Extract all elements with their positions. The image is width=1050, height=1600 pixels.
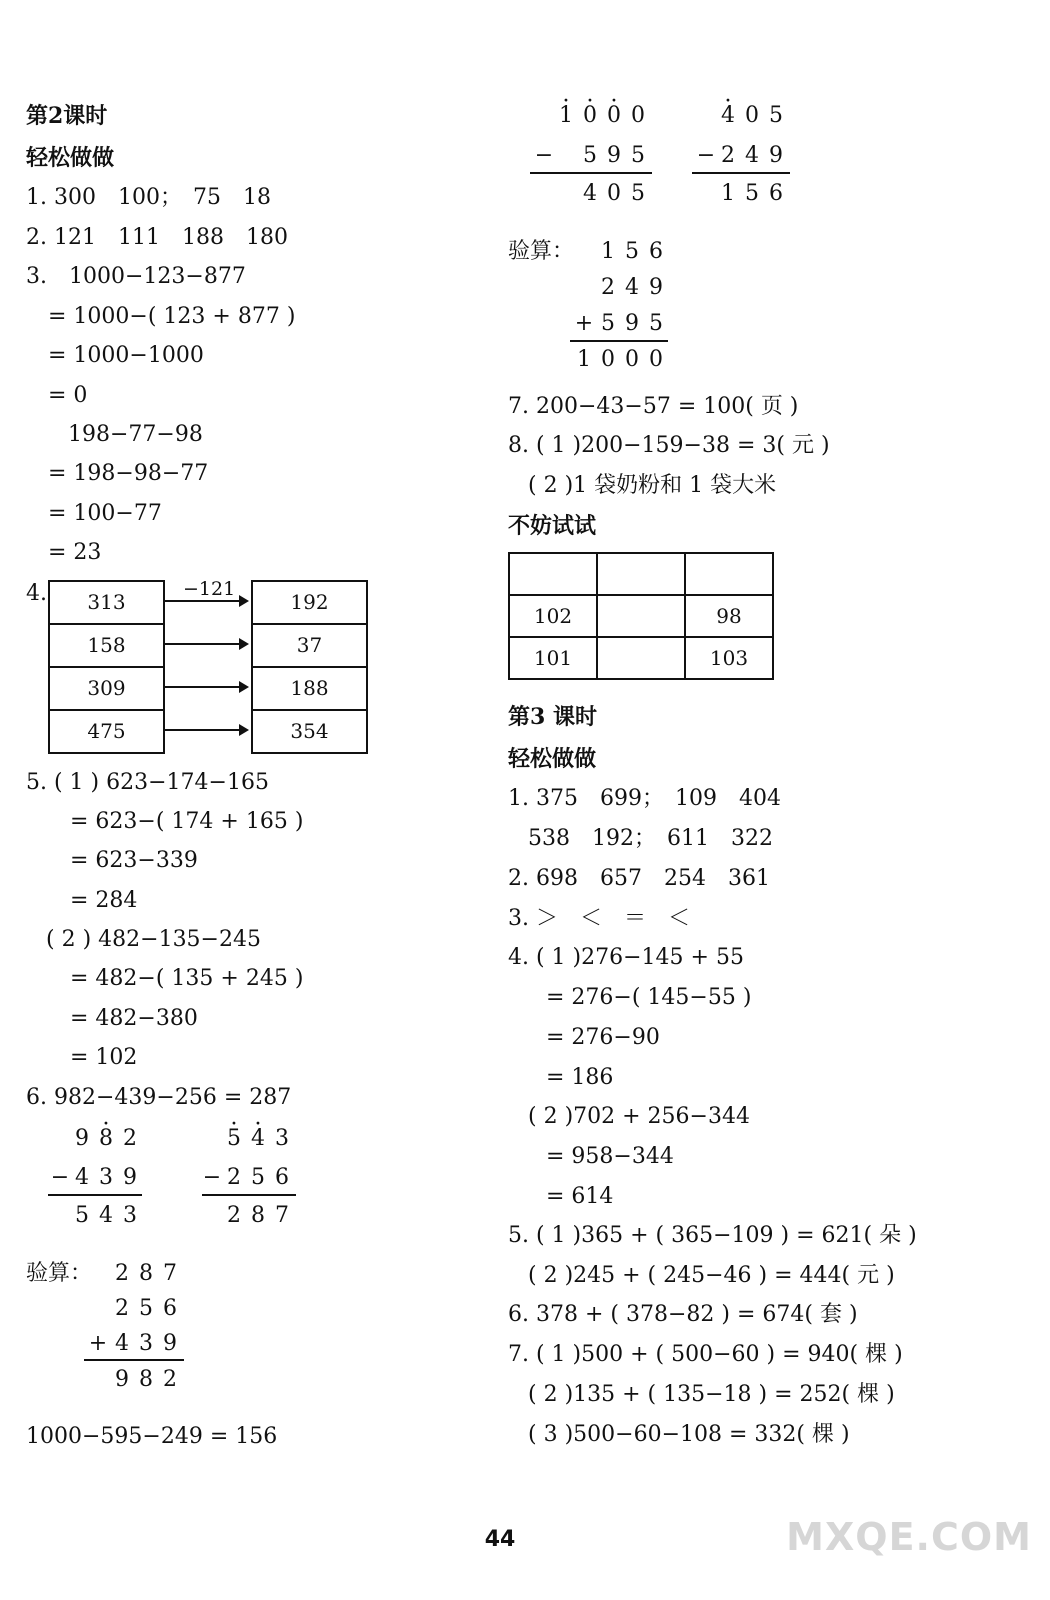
digit: 2 (163, 1367, 177, 1392)
answer-line: 5. ( 1 )365 + ( 365−109 ) = 621( 朵 ) (508, 1223, 917, 1248)
answer-line: 6. 982−439−256 = 287 (26, 1085, 292, 1110)
sum-line (530, 172, 652, 174)
digit: 5 (75, 1203, 89, 1228)
digit: · 4 (248, 1125, 268, 1153)
answer-line: 198−77−98 (68, 422, 203, 447)
box-cell: 192 (253, 582, 366, 625)
digit: − (696, 143, 716, 168)
digit: 8 (139, 1367, 153, 1392)
digit: 0 (631, 103, 645, 128)
section-heading: 轻松做做 (508, 746, 597, 772)
answer-line: = 100−77 (48, 501, 162, 526)
arrow-icon (165, 643, 247, 645)
digit: 5 (769, 103, 783, 128)
digit: 2 (123, 1126, 137, 1151)
answer-line: 7. ( 1 )500 + ( 500−60 ) = 940( 棵 ) (508, 1342, 903, 1367)
digit: 5 (631, 181, 645, 206)
arrow-icon (165, 686, 247, 688)
answer-line: = 482−( 135 + 245 ) (70, 966, 304, 991)
box-cell: 309 (50, 668, 163, 711)
verify-label: 验算： (508, 239, 575, 264)
box-cell: 475 (87, 719, 126, 743)
digit: 7 (275, 1203, 289, 1228)
watermark: MXQE.COM (786, 1515, 1032, 1559)
digit: 3 (99, 1165, 113, 1190)
box-cell: 188 (253, 668, 366, 711)
answer-line: 2. 698 657 254 361 (508, 866, 770, 891)
answer-grid (508, 552, 774, 680)
digit: 0 (625, 347, 639, 372)
grid-cell: 101 (509, 637, 597, 679)
digit: 8 (251, 1203, 265, 1228)
answer-line: ( 3 )500−60−108 = 332( 棵 ) (528, 1422, 850, 1447)
answer-line: 5. ( 1 ) 623−174−165 (26, 770, 269, 795)
operation-label: −121 (183, 578, 236, 600)
digit: 9 (625, 311, 639, 336)
answer-line: = 276−90 (546, 1025, 660, 1050)
digit: 5 (625, 239, 639, 264)
digit: 5 (583, 143, 597, 168)
box-cell: 354 (290, 719, 329, 743)
digit: · 1 (556, 102, 576, 130)
grid-cell (597, 637, 685, 679)
lesson-title: 第2课时 (26, 103, 108, 129)
digit: − (202, 1165, 222, 1190)
answer-line: ( 2 ) 482−135−245 (46, 927, 261, 952)
question-number: 4. (26, 581, 47, 606)
answer-line: 1000−595−249 = 156 (26, 1424, 278, 1449)
digit: 3 (139, 1331, 153, 1356)
answer-line: 1. 300 100； 75 18 (26, 185, 271, 210)
digit: 8 (139, 1261, 153, 1286)
digit: 0 (745, 103, 759, 128)
digit: 6 (275, 1165, 289, 1190)
digit: 5 (649, 311, 663, 336)
digit: · 5 (224, 1125, 244, 1153)
digit: 0 (649, 347, 663, 372)
digit: 6 (163, 1296, 177, 1321)
digit: 1 (601, 239, 615, 264)
digit: 1 (721, 181, 735, 206)
input-box (48, 580, 165, 754)
digit: 5 (745, 181, 759, 206)
digit: 4 (625, 275, 639, 300)
answer-line: ( 2 )702 + 256−344 (528, 1104, 750, 1129)
digit: 2 (227, 1203, 241, 1228)
sum-line (692, 172, 790, 174)
answer-line: 1. 375 699； 109 404 (508, 786, 781, 811)
answer-line: = 958−344 (546, 1144, 674, 1169)
answer-line: 8. ( 1 )200−159−38 = 3( 元 ) (508, 433, 830, 458)
answer-line: = 623−339 (70, 848, 198, 873)
answer-line: = 284 (70, 888, 138, 913)
answer-line: = 198−98−77 (48, 461, 209, 486)
digit: 9 (115, 1367, 129, 1392)
answer-line: 7. 200−43−57 = 100( 页 ) (508, 394, 799, 419)
page-number: 44 (484, 1527, 516, 1552)
answer-line: = 276−( 145−55 ) (546, 985, 752, 1010)
sum-line (570, 340, 668, 342)
grid-cell: 103 (685, 637, 773, 679)
digit: 2 (115, 1261, 129, 1286)
verify-label: 验算： (26, 1261, 93, 1286)
answer-line: = 0 (48, 383, 88, 408)
digit: 5 (251, 1165, 265, 1190)
digit: 3 (123, 1203, 137, 1228)
arrow-icon (165, 600, 247, 602)
digit: 5 (601, 311, 615, 336)
digit: − (50, 1165, 70, 1190)
answer-line: ( 2 )135 + ( 135−18 ) = 252( 棵 ) (528, 1382, 895, 1407)
digit: 2 (115, 1296, 129, 1321)
digit: 5 (139, 1296, 153, 1321)
arrow-icon (165, 729, 247, 731)
sum-line (48, 1194, 142, 1196)
digit: 9 (123, 1165, 137, 1190)
digit: 2 (721, 143, 735, 168)
sum-line (202, 1194, 296, 1196)
digit: 4 (115, 1331, 129, 1356)
digit: 4 (99, 1203, 113, 1228)
box-cell: 37 (253, 625, 366, 668)
digit: 9 (607, 143, 621, 168)
digit: + (574, 311, 594, 336)
answer-line: 538 192； 611 322 (528, 826, 773, 851)
answer-line: = 614 (546, 1184, 614, 1209)
digit: 6 (649, 239, 663, 264)
answer-line: = 1000−( 123 + 877 ) (48, 304, 296, 329)
digit: · 8 (96, 1125, 116, 1153)
answer-line: 6. 378 + ( 378−82 ) = 674( 套 ) (508, 1302, 858, 1327)
box-cell: 158 (50, 625, 163, 668)
digit: · 0 (580, 102, 600, 130)
answer-line: 2. 121 111 188 180 (26, 225, 288, 250)
digit: 9 (163, 1331, 177, 1356)
digit: 7 (163, 1261, 177, 1286)
box-cell: 313 (50, 582, 163, 625)
answer-line: 3. 1000−123−877 (26, 264, 246, 289)
digit: 1 (577, 347, 591, 372)
digit: · 4 (718, 102, 738, 130)
digit: 5 (631, 143, 645, 168)
digit: + (88, 1331, 108, 1356)
sum-line (84, 1359, 184, 1361)
answer-line: ( 2 )1 袋奶粉和 1 袋大米 (528, 473, 777, 498)
grid-cell: 98 (685, 595, 773, 637)
grid-cell (597, 553, 685, 595)
digit: − (534, 143, 554, 168)
answer-line: 3. ＞ ＜ ＝ ＜ (508, 906, 690, 931)
digit: 4 (745, 143, 759, 168)
answer-line: ( 2 )245 + ( 245−46 ) = 444( 元 ) (528, 1263, 895, 1288)
output-box (251, 580, 368, 754)
answer-line: = 186 (546, 1065, 614, 1090)
digit: 9 (75, 1126, 89, 1151)
digit: 2 (227, 1165, 241, 1190)
answer-line: 4. ( 1 )276−145 + 55 (508, 945, 744, 970)
digit: 4 (583, 181, 597, 206)
digit: 2 (601, 275, 615, 300)
digit: 0 (607, 181, 621, 206)
digit: 3 (275, 1126, 289, 1151)
grid-cell (597, 595, 685, 637)
digit: 6 (769, 181, 783, 206)
section-heading: 轻松做做 (26, 145, 115, 171)
lesson-title: 第3 课时 (508, 704, 597, 730)
answer-line: = 623−( 174 + 165 ) (70, 809, 304, 834)
answer-line: = 1000−1000 (48, 343, 204, 368)
digit: 4 (75, 1165, 89, 1190)
grid-cell: 102 (509, 595, 597, 637)
section-heading: 不妨试试 (508, 513, 597, 539)
digit: 0 (601, 347, 615, 372)
grid-cell (685, 553, 773, 595)
grid-cell (509, 553, 597, 595)
digit: 9 (649, 275, 663, 300)
digit: · 0 (604, 102, 624, 130)
answer-line: = 23 (48, 540, 102, 565)
digit: 9 (769, 143, 783, 168)
answer-line: = 102 (70, 1045, 138, 1070)
answer-line: = 482−380 (70, 1006, 198, 1031)
